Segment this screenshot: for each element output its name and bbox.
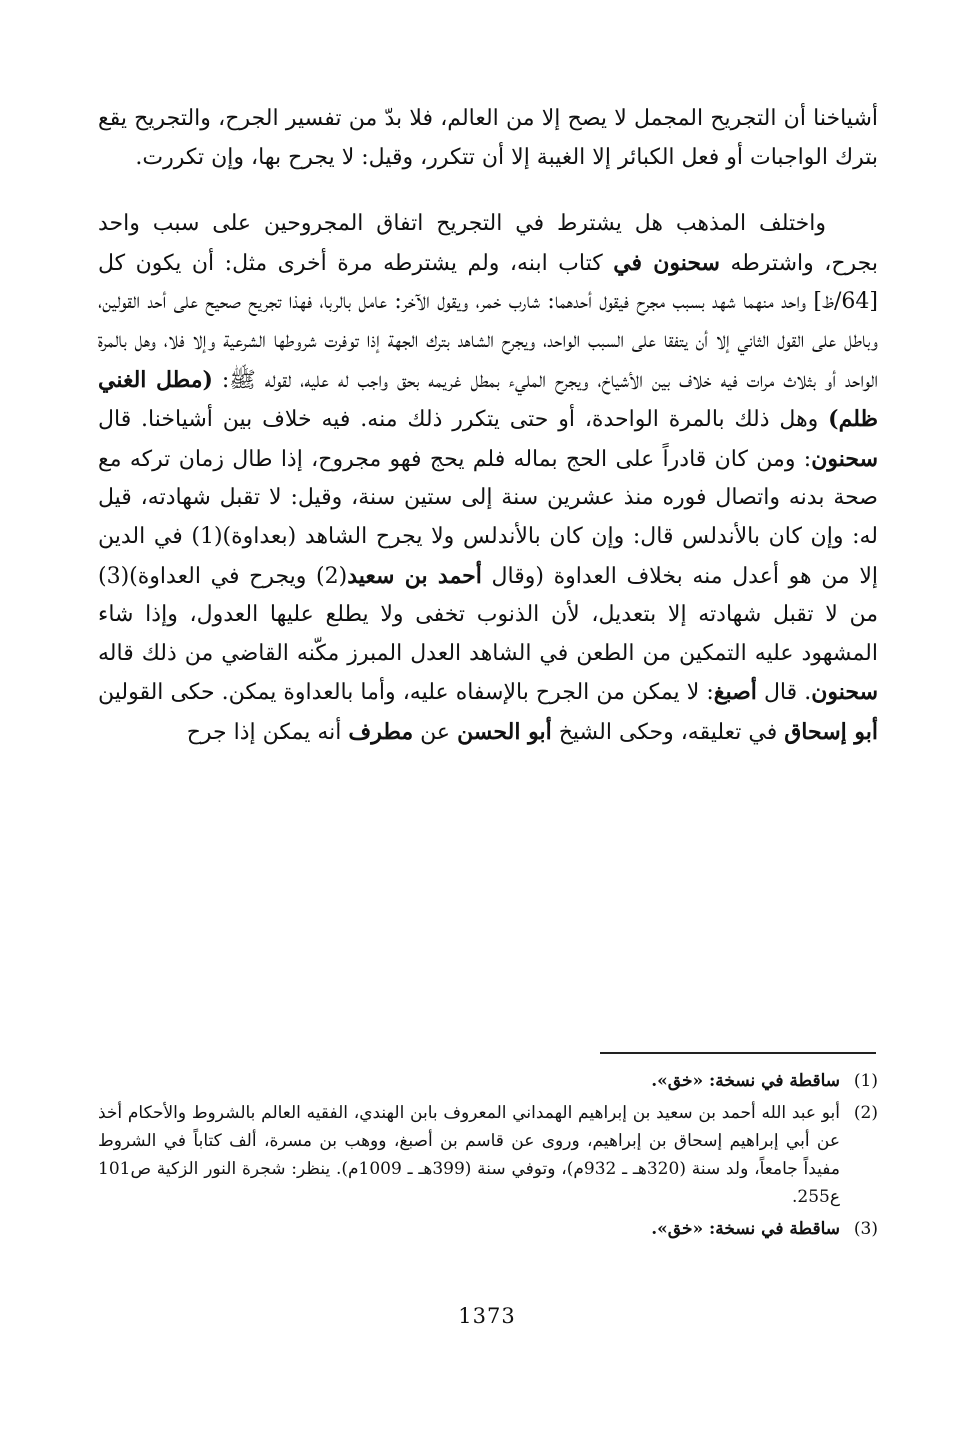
footnote-number: (3)	[853, 1219, 878, 1239]
p2-text-4: : ومن كان قادراً على الحج بماله فلم يحج فهو مجروح، إذا طال زمان تركه مع صحة بدنه واتصال فوره منذ عشرين سنة إلى ستين سنة، وقيل: لا تقبل شهادته، قيل له: وإن كان بالأندلس قال: وإن كان بالأندلس ولا يجرح الشاهد (بعداوة)(1) في الدين إلا من هو أعدل منه بخلاف العداوة (وقال	[98, 446, 879, 589]
p2-text-1: واختلف المذهب هل يشترط في التجريح اتفاق المجروحين على سبب واحد بجرح، واشترطه	[98, 211, 878, 276]
footnote-number: (1)	[853, 1071, 878, 1091]
footnote-3	[98, 1215, 878, 1243]
paragraph-2	[98, 205, 878, 752]
footnote-2	[98, 1099, 878, 1211]
footnote-label: ساقطة في نسخة: «خق».	[651, 1219, 840, 1239]
name-asbagh: أصبغ	[713, 679, 757, 706]
page-number: 1373	[458, 1304, 516, 1328]
footnote-divider	[600, 1052, 876, 1054]
p2-text-10: أنه يمكن إذا جرح	[186, 719, 349, 745]
name-abu-ishaq: أبو إسحاق	[784, 718, 878, 745]
p2-text-6: . قال	[756, 680, 812, 706]
paragraph-1: أشياخنا أن التجريح المجمل لا يصح إلا من العالم، فلا بدّ من تفسير الجرح، والتجريح يقع بترك الواجبات أو فعل الكبائر إلا الغيبة إلا أن تتكرر، وقيل: لا يجرح بها، وإن تكررت.	[98, 106, 878, 170]
p2-text-5: (2) ويجرح في العداوة)(3) من لا تقبل شهادته إلا بتعديل، لأن الذنوب تخفى ولا يطلع عليها العدول، وإذا شاء المشهود عليه التمكين من الطعن في الشاهد العدل المبرز مكّنه القاضي من ذلك قاله	[98, 563, 878, 666]
p2-text-7: : لا يمكن من الجرح بالإسفاه عليه، وأما بالعداوة يمكن. حكى القولين	[98, 680, 714, 706]
name-abu-al-hasan: أبو الحسن	[457, 718, 552, 745]
name-sahnun-3: سحنون	[811, 679, 879, 706]
name-sahnun: سحنون في	[613, 249, 720, 276]
name-mutarrif: مطرف	[348, 718, 414, 745]
name-sahnun-2: سحنون	[811, 445, 878, 472]
p2-text-3: وهل ذلك بالمرة الواحدة، أو حتى يتكرر ذلك منه. فيه خلاف بين أشياخنا. قال	[98, 407, 829, 433]
name-ahmad-ibn-said: أحمد بن سعيد	[347, 562, 482, 589]
footnote-text: أبو عبد الله أحمد بن سعيد بن إبراهيم الهمداني المعروف بابن الهندي، الفقيه العالم بالشروط والأحكام أخذ عن أبي إبراهيم إسحاق بن إبراهيم، وروى عن قاسم بن أصبغ، ووهب بن مسرة، ألف كتاباً في الشروط مفيداً جامعاً، ولد سنة (320هـ ـ 932م)، وتوفي سنة (399هـ ـ 1009م). ينظر: شجرة النور الزكية ص101 ع255.	[98, 1103, 841, 1207]
footnotes	[98, 1067, 878, 1247]
footnote-label: ساقطة في نسخة: «خق».	[651, 1071, 840, 1091]
footnote-number: (2)	[853, 1103, 878, 1123]
hadith-quote: (مطل الغني ظلم)	[98, 366, 878, 433]
footnote-1	[98, 1067, 878, 1095]
p2-text-2: كتاب ابنه، ولم يشترطه مرة أخرى مثل: أن يكون كل [64/ظ] واحد منهما شهد بسبب مجرح فيقول أحدهما: شارب خمر، ويقول الآخر: عامل بالربا، فهذا تجريح صحيح على أحد القولين، وباطل على القول الثاني إلا أن يتفقا على السبب الواحد، ويجرح الشاهد بترك الجهة إذا توفرت شروطها الشرعية وإلا فلا، وهل بالمرة الواحد أو بثلاث مرات فيه خلاف بين الأشياخ، ويجرح المليء بمطل غريمه بحق واجب له عليه، لقوله ﷺ:	[98, 250, 878, 393]
p2-text-8: في تعليقه، وحكى الشيخ	[551, 719, 785, 745]
main-text	[98, 100, 878, 753]
p2-text-9: عن	[413, 719, 458, 745]
